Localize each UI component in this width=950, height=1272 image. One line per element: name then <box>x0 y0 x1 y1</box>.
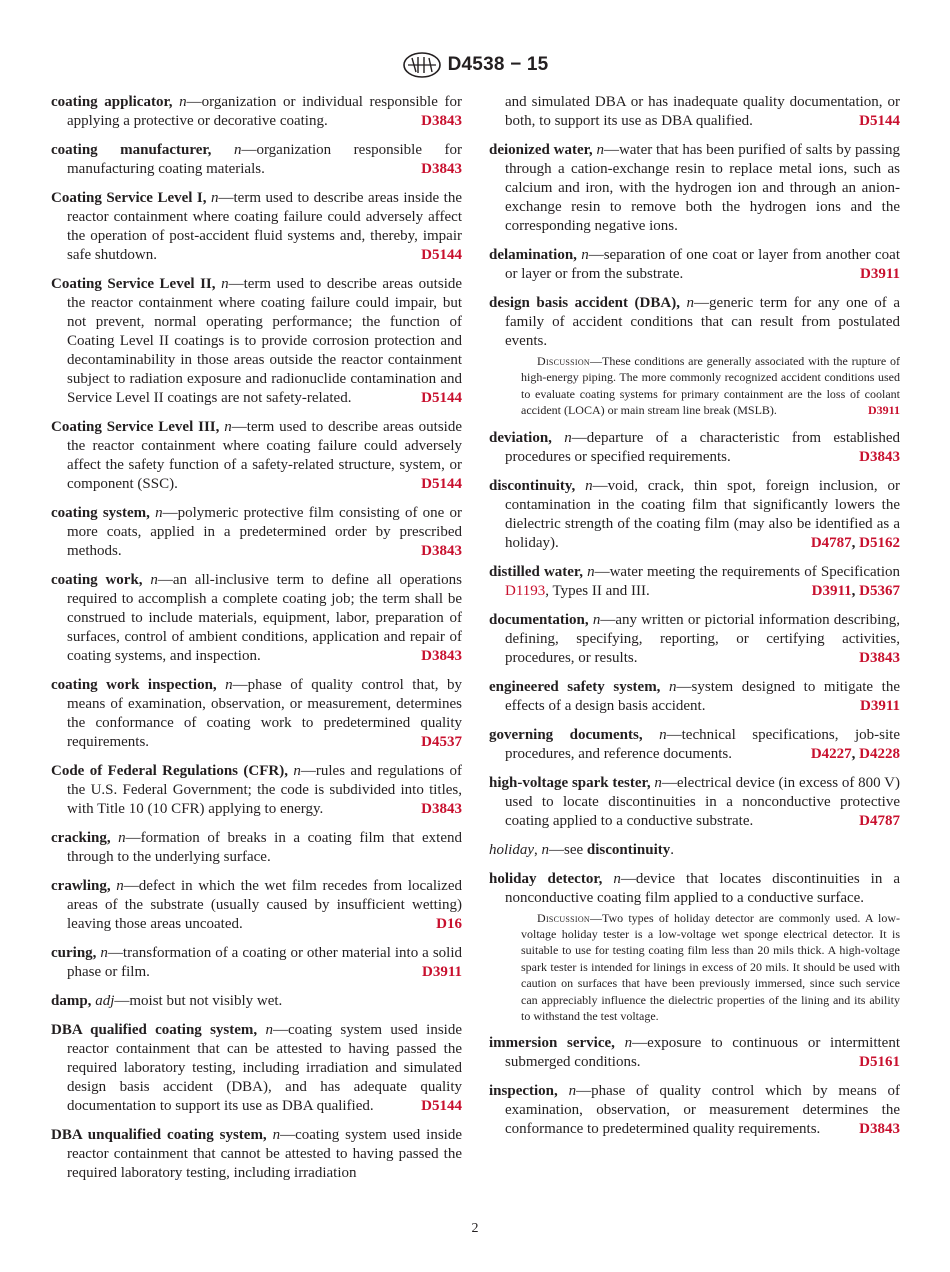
reference-standards <box>421 112 462 131</box>
part-of-speech: n <box>581 247 589 263</box>
entry-term: DBA qualified coating system, <box>51 1022 258 1038</box>
entry-term: high-voltage spark tester, <box>489 774 651 791</box>
reference-standards <box>421 475 462 494</box>
part-of-speech: n <box>669 678 677 695</box>
reference-separator: , <box>851 582 860 599</box>
entry-definition: —an all-inclusive term to define all operations required to accomplish a complete coating job; the term shall be construed to include materials, equipment, labor, preparation of surfaces, control of ambient conditions, application and repair of coating systems, and inspection. <box>67 572 462 664</box>
reference-link[interactable]: D16 <box>436 916 462 932</box>
page-header <box>0 50 950 80</box>
reference-link[interactable]: D5367 <box>859 582 900 599</box>
reference-link[interactable]: D4228 <box>859 745 900 762</box>
entry-term: immersion service, <box>489 1035 615 1052</box>
glossary-entry <box>51 944 462 982</box>
glossary-entry <box>489 774 900 831</box>
reference-link[interactable]: D3911 <box>811 582 852 599</box>
glossary-entry-continuation <box>489 93 900 131</box>
glossary-entry <box>51 93 462 131</box>
entry-term: design basis accident (DBA), <box>489 295 680 311</box>
reference-standards <box>860 265 900 284</box>
reference-link[interactable]: D5144 <box>421 390 462 406</box>
reference-link[interactable]: D3843 <box>859 1121 900 1138</box>
entry-definition: —term used to describe areas inside the reactor containment where coating failure could adversely affect the operation of post-accident fluid systems and, thereby, impair safe shutdown. <box>67 190 462 263</box>
reference-separator: , <box>851 745 860 762</box>
glossary-entry <box>51 189 462 265</box>
discussion-text: —These conditions are generally associated with the rupture of high-energy piping. The more commonly recognized accident conditions used to evaluate coating systems for primary containment are the loss of coolant accident (LOCA) or main stream line break (MSLB). <box>521 354 900 418</box>
entry-definition: —phase of quality control which by means of examination, observation, or measurement determines the conformance to predetermined quality requirements. <box>505 1083 900 1138</box>
entry-definition: —term used to describe areas outside the reactor containment where coating failure could impair, but not prevent, normal operating performance; the function of Coating Level II coatings is to provide corrosion protection and decontaminability in those areas outside the reactor containment subject to radiation exposure and radionuclide contamination and Service Level II coatings are not safety-related. <box>67 276 463 406</box>
entry-term: curing, <box>51 945 97 961</box>
entry-term: Coating Service Level III, <box>51 419 220 435</box>
glossary-entry <box>489 141 900 236</box>
glossary-entry <box>51 877 462 934</box>
glossary-entry <box>51 676 462 752</box>
entry-definition: —departure of a characteristic from established procedures or specified requirements. <box>505 429 900 465</box>
glossary-entry <box>489 870 900 1025</box>
glossary-entry <box>489 611 900 668</box>
reference-separator: , <box>851 534 860 551</box>
part-of-speech: n <box>592 611 601 628</box>
glossary-entry: holiday, n—see discontinuity. <box>489 841 675 858</box>
entry-definition: —exposure to continuous or intermittent submerged conditions. <box>505 1035 901 1071</box>
reference-standards <box>421 800 462 819</box>
reference-standards <box>436 915 462 934</box>
entry-definition: —formation of breaks in a coating film that extend through to the underlying surface. <box>67 830 462 865</box>
reference-link[interactable]: D3843 <box>421 161 462 177</box>
part-of-speech: adj <box>95 993 115 1009</box>
reference-standards <box>421 1097 462 1116</box>
reference-standards <box>421 647 462 666</box>
reference-link[interactable]: D3843 <box>421 113 462 129</box>
entry-term: inspection, <box>489 1083 558 1100</box>
reference-link[interactable]: D5144 <box>421 476 462 492</box>
entry-definition: —see <box>549 841 587 858</box>
part-of-speech: n <box>587 563 595 580</box>
reference-link[interactable]: D3843 <box>859 649 900 666</box>
reference-standards <box>421 246 462 265</box>
entry-term: Coating Service Level II, <box>51 276 216 292</box>
reference-link[interactable]: D3843 <box>859 448 900 465</box>
glossary-entry <box>51 1126 462 1183</box>
entry-term: Code of Federal Regulations (CFR), <box>51 763 288 779</box>
reference-link[interactable]: D5162 <box>859 534 900 551</box>
reference-link[interactable]: D3843 <box>421 648 462 664</box>
reference-link[interactable]: D5144 <box>421 1098 462 1114</box>
entry-definition: —technical specifications, job-site procedures, and reference documents. <box>505 726 900 762</box>
entry-term: engineered safety system, <box>489 678 661 695</box>
entry-term: crawling, <box>51 878 111 894</box>
part-of-speech: n <box>541 841 549 858</box>
part-of-speech: n <box>225 677 233 693</box>
reference-link[interactable]: D5161 <box>859 1054 900 1071</box>
glossary-entry <box>51 504 462 561</box>
entry-term: documentation, <box>489 611 589 628</box>
entry-definition: —void, crack, thin spot, foreign inclusion, or contamination in the coating film that significantly lowers the dielectric strength of the coating film (may also be identified as a holiday). <box>505 477 901 551</box>
discussion-note <box>505 353 900 419</box>
reference-standards <box>421 160 462 179</box>
part-of-speech: n <box>150 572 158 588</box>
entry-term: DBA unqualified coating system, <box>51 1127 267 1143</box>
entry-term: Coating Service Level I, <box>51 190 207 206</box>
entry-definition: —defect in which the wet film recedes from localized areas of the substrate (usually caused by insufficient wetting) leaving those areas uncoated. <box>67 878 462 932</box>
part-of-speech: n <box>116 878 124 894</box>
entry-term: cracking, <box>51 830 111 846</box>
reference-link[interactable]: D5144 <box>859 113 900 129</box>
glossary-entry <box>489 1034 900 1072</box>
part-of-speech: n <box>221 276 229 292</box>
entry-term: governing documents, <box>489 726 643 743</box>
part-of-speech: n <box>118 830 126 846</box>
entry-definition: —organization or individual responsible for applying a protective or decorative coating. <box>67 94 462 129</box>
entry-definition: —coating system used inside reactor containment that can be attested to having passed the required laboratory testing, including irradiation and simulated design basis accident (DBA), and has adequate quality documentation to support its use as DBA qualified. <box>67 1022 462 1114</box>
glossary-entry <box>51 275 462 408</box>
entry-definition: —term used to describe areas outside the reactor containment where coating failure could adversely affect the safety function of a safety-related structure, system, or component (SSC). <box>67 419 463 492</box>
astm-logo-icon <box>402 50 442 80</box>
glossary-entry <box>51 418 462 494</box>
part-of-speech: n <box>179 94 187 110</box>
glossary-entry <box>51 762 462 819</box>
entry-term: holiday <box>489 841 534 858</box>
entry-term: coating work, <box>51 572 143 588</box>
right-column <box>489 93 900 1149</box>
reference-standards <box>811 745 900 764</box>
reference-standards <box>859 649 900 668</box>
glossary-entry <box>489 294 900 419</box>
part-of-speech: n <box>265 1022 273 1038</box>
left-column <box>51 93 462 1193</box>
part-of-speech: n <box>224 419 232 435</box>
glossary-entry <box>51 141 462 179</box>
entry-definition: —separation of one coat or layer from another coat or layer or from the substrate. <box>505 247 901 282</box>
entry-term: distilled water, <box>489 563 583 580</box>
part-of-speech: n <box>585 477 593 494</box>
entry-definition: , Types II and III. <box>545 582 650 599</box>
entry-definition: —electrical device (in excess of 800 V) used to locate discontinuities in a nonconductive protective coating applied to a conductive substrate. <box>505 774 900 829</box>
entry-term: coating system, <box>51 505 150 521</box>
entry-definition: —organization responsible for manufacturing coating materials. <box>67 142 462 177</box>
entry-term: damp, <box>51 993 92 1009</box>
reference-link[interactable]: D4787 <box>859 812 900 829</box>
discussion-label: Discussion <box>537 354 591 368</box>
entry-definition: —any written or pictorial information describing, defining, specifying, reporting, or certifying activities, procedures, or results. <box>505 611 901 666</box>
reference-standards <box>859 812 900 831</box>
reference-standards <box>859 112 900 131</box>
see-reference[interactable]: discontinuity <box>586 841 671 858</box>
entry-definition: —coating system used inside reactor containment that cannot be attested to having passed the required laboratory testing, including irradiation <box>67 1127 462 1181</box>
reference-link[interactable]: D3911 <box>421 964 462 980</box>
part-of-speech: n <box>686 295 695 311</box>
reference-link[interactable]: D3911 <box>859 697 900 714</box>
reference-link[interactable]: D3843 <box>421 801 462 817</box>
page-number: 2 <box>471 1221 479 1236</box>
entry-term: coating manufacturer, <box>51 142 212 158</box>
entry-term: delamination, <box>489 247 577 263</box>
entry-definition: and simulated DBA or has inadequate quality documentation, or both, to support its use as DBA qualified. <box>505 94 900 129</box>
specification-link[interactable]: D1193 <box>505 582 546 599</box>
discussion-label: Discussion <box>537 910 591 925</box>
discussion-text: —Two types of holiday detector are commonly used. A low-voltage holiday tester is a low-voltage wet sponge electrical detector. It is suitable to use for testing coating film less than 20 mils thick. A high-voltage spark tester is intended for linings in excess of 20 mils. It should be used with caution on surfaces that have been previously immersed, since such service can appreciably influence the dielectric properties of the lining and its ability to withstand the test voltage. <box>521 910 900 1024</box>
reference-standards <box>421 389 462 408</box>
entry-term: discontinuity, <box>489 477 576 494</box>
entry-definition: —moist but not visibly wet. <box>114 993 283 1009</box>
reference-standards <box>868 402 900 418</box>
glossary-entry <box>489 477 900 553</box>
reference-link[interactable]: D3911 <box>867 403 900 418</box>
reference-link[interactable]: D3911 <box>859 266 900 282</box>
part-of-speech: n <box>596 142 604 158</box>
reference-standards <box>812 582 900 601</box>
part-of-speech: n <box>624 1035 633 1052</box>
glossary-entry <box>489 563 900 601</box>
document-title: D4538 − 15 <box>447 54 549 75</box>
discussion-note <box>505 910 900 1025</box>
entry-term: deionized water, <box>489 142 593 158</box>
part-of-speech: n <box>613 870 621 887</box>
glossary-entry <box>489 429 900 467</box>
part-of-speech: n <box>100 945 108 961</box>
part-of-speech: n <box>659 726 667 743</box>
part-of-speech: n <box>155 505 163 521</box>
entry-term: coating work inspection, <box>51 677 217 693</box>
reference-standards <box>421 542 462 561</box>
part-of-speech: n <box>564 429 572 446</box>
part-of-speech: n <box>568 1083 577 1100</box>
reference-standards <box>421 733 462 752</box>
entry-definition: —water meeting the requirements of Specification <box>594 563 900 580</box>
reference-standards <box>422 963 462 982</box>
reference-standards <box>860 697 900 716</box>
reference-link[interactable]: D4227 <box>810 745 852 762</box>
reference-standards <box>859 1120 900 1139</box>
entry-definition: —generic term for any one of a family of accident conditions that can result from postulated events. <box>505 295 901 349</box>
reference-link[interactable]: D3843 <box>421 543 462 559</box>
entry-definition: —polymeric protective film consisting of one or more coats, applied in a predetermined order by prescribed methods. <box>67 505 462 559</box>
glossary-entry <box>489 726 900 764</box>
part-of-speech: n <box>654 774 662 791</box>
part-of-speech: n <box>211 190 219 206</box>
part-of-speech: n <box>293 763 301 779</box>
entry-definition: —rules and regulations of the U.S. Federal Government; the code is subdivided into titles, with Title 10 (10 CFR) applying to energy. <box>67 763 463 817</box>
glossary-entry <box>51 829 462 867</box>
glossary-entry <box>489 246 900 284</box>
entry-definition: —device that locates discontinuities in a nonconductive coating film applied to a conductive surface. <box>505 870 901 906</box>
entry-definition: —transformation of a coating or other material into a solid phase or film. <box>67 945 462 980</box>
reference-link[interactable]: D4787 <box>810 534 852 551</box>
glossary-entry <box>489 678 900 716</box>
entry-definition: —water that has been purified of salts by passing through a cation-exchange resin to replace metal ions, such as calcium and iron, with the hydrogen ion and through an anion-exchange resin to remove both the hydrogen ions and the corresponding negative ions. <box>505 142 900 234</box>
reference-standards <box>859 448 900 467</box>
glossary-entry <box>51 992 462 1011</box>
glossary-entry <box>51 571 462 666</box>
entry-term: coating applicator, <box>51 94 173 110</box>
entry-definition: —phase of quality control that, by means of examination, observation, or measurement, determines the conformance of coating work to predetermined quality requirements. <box>67 677 462 750</box>
reference-link[interactable]: D4537 <box>421 734 462 750</box>
glossary-entry <box>489 1082 900 1139</box>
entry-definition: —system designed to mitigate the effects of a design basis accident. <box>505 678 900 714</box>
entry-term: holiday detector, <box>489 870 603 887</box>
part-of-speech: n <box>272 1127 281 1143</box>
reference-standards <box>859 1053 900 1072</box>
entry-term: deviation, <box>489 429 552 446</box>
part-of-speech: n <box>233 142 242 158</box>
reference-link[interactable]: D5144 <box>421 247 462 263</box>
reference-standards <box>811 534 900 553</box>
glossary-entry <box>51 1021 462 1116</box>
